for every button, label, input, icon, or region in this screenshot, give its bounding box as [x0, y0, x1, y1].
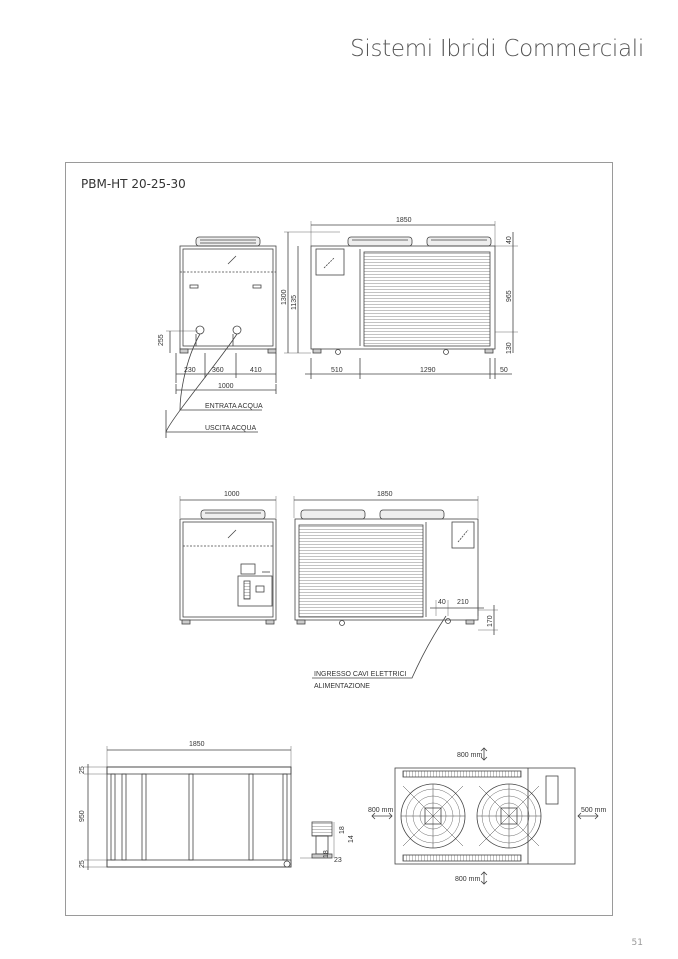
dim-cable-height: 170 [487, 615, 494, 627]
dim-side-total: 1850 [396, 217, 412, 224]
dim-side-w2: 1290 [420, 367, 436, 374]
dim-detail-3: 14 [348, 835, 355, 843]
dim-side2-total: 1850 [377, 491, 393, 498]
model-title: PBM-HT 20-25-30 [81, 177, 186, 191]
label-cable-entry-line2: ALIMENTAZIONE [314, 683, 370, 690]
dim-base-total: 1850 [189, 741, 205, 748]
clearance-view [372, 748, 598, 884]
base-view [84, 746, 334, 870]
dim-side-body: 1135 [291, 294, 298, 310]
side-view [284, 221, 518, 379]
label-cable-entry-line1: INGRESSO CAVI ELETTRICI [314, 671, 407, 678]
dim-cable-1: 40 [438, 599, 446, 606]
dim-base-mid: 950 [79, 810, 86, 822]
page-number: 51 [631, 938, 643, 948]
dim-side-coil: 965 [506, 290, 513, 302]
dim-side-top: 40 [506, 236, 513, 244]
label-water-outlet: USCITA ACQUA [205, 425, 257, 432]
dim-detail-4: 23 [334, 857, 342, 864]
dim-front-w2: 360 [212, 367, 224, 374]
page-title: Sistemi Ibridi Commerciali [350, 36, 644, 62]
dim-cable-2: 210 [457, 599, 469, 606]
front-view-2 [180, 496, 276, 624]
dim-front-w1: 230 [184, 367, 196, 374]
dim-side-w3: 50 [500, 367, 508, 374]
clearance-bottom: 800 mm [455, 876, 481, 883]
clearance-top: 800 mm [457, 752, 483, 759]
clearance-left: 800 mm [368, 807, 394, 814]
dim-front-w3: 410 [250, 367, 262, 374]
dim-detail-2: 18 [323, 850, 330, 858]
dim-base-bottom: 25 [79, 860, 86, 868]
dim-side-w1: 510 [331, 367, 343, 374]
dim-side-bottom: 130 [506, 342, 513, 354]
dim-detail-1: 18 [339, 826, 346, 834]
dim-front2-total: 1000 [224, 491, 240, 498]
label-water-inlet: ENTRATA ACQUA [205, 403, 263, 410]
dim-base-top: 25 [79, 766, 86, 774]
clearance-right: 500 mm [581, 807, 607, 814]
dim-side-height: 1300 [281, 289, 288, 305]
dim-front-connection: 255 [158, 334, 165, 346]
side-view-2 [294, 496, 498, 678]
dim-front-total: 1000 [218, 383, 234, 390]
